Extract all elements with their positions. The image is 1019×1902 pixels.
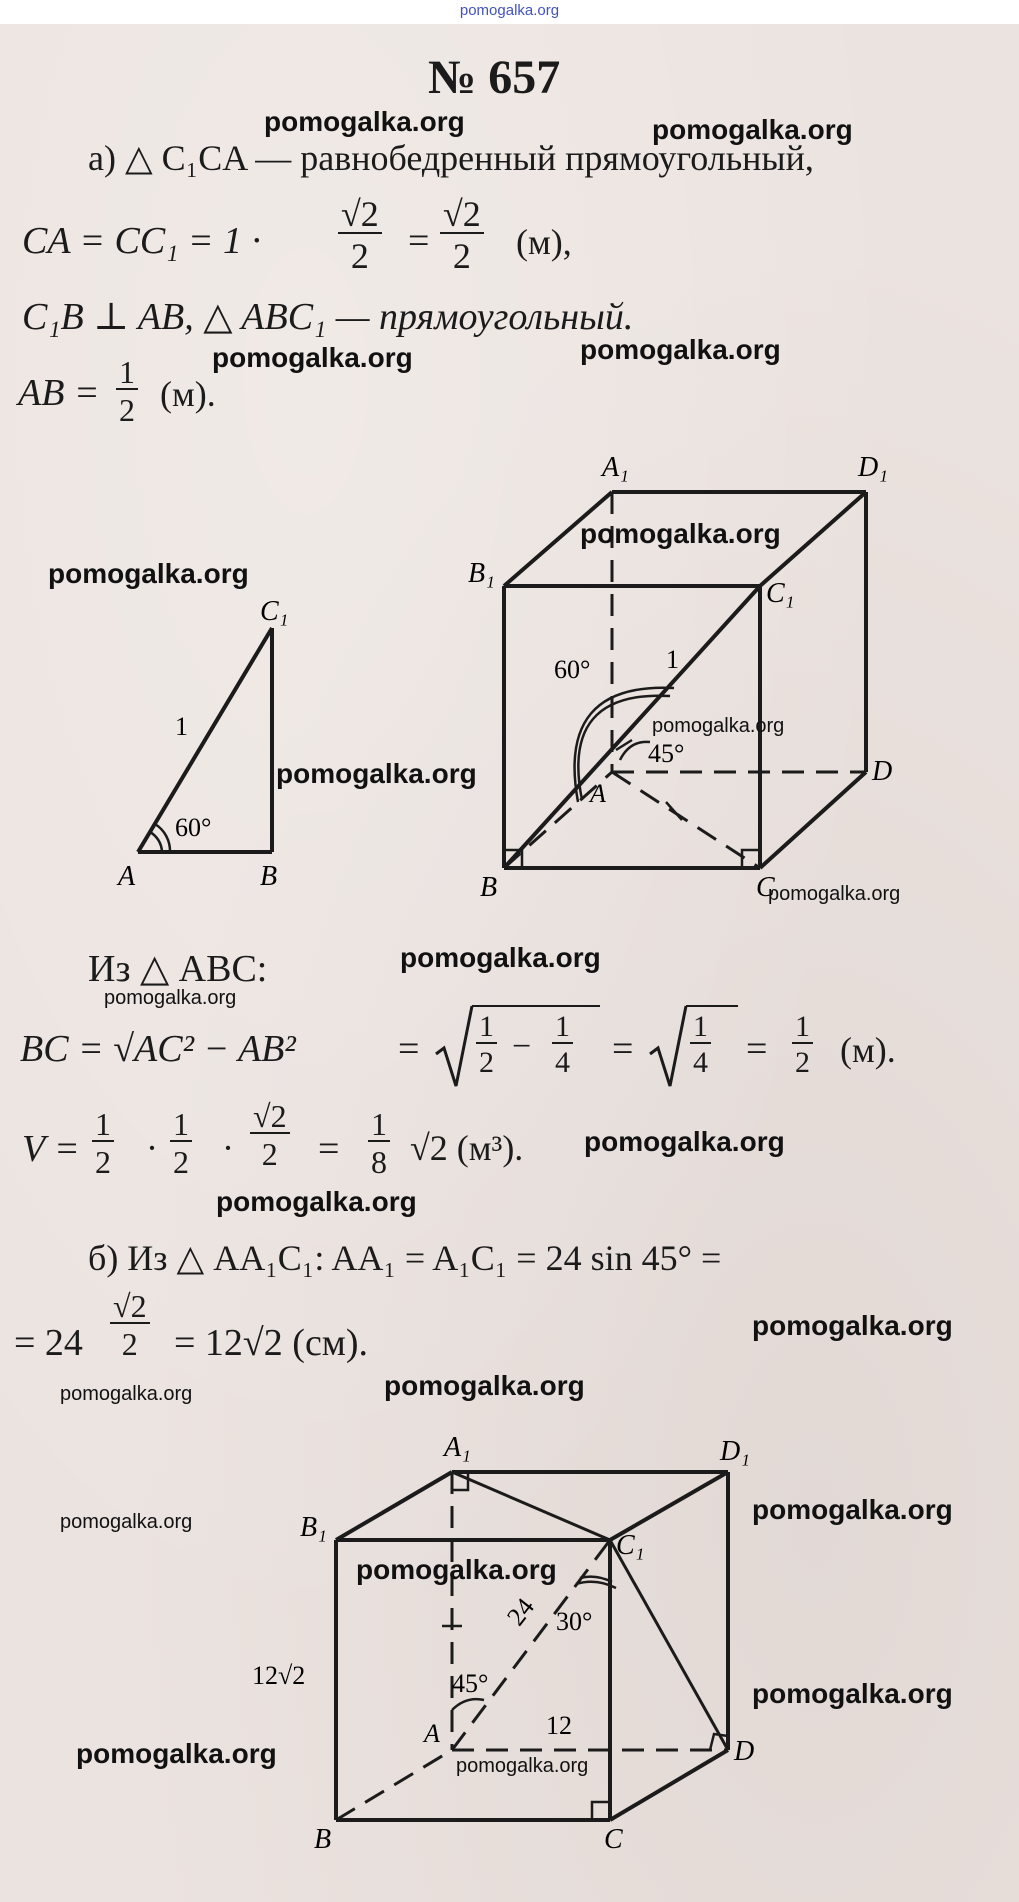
watermark: pomogalka.org [276,758,477,789]
v-unit: √2 (м³). [410,1128,524,1168]
equals-sign-v: = [318,1128,340,1170]
cube-b-label-a1: A₁ [444,1432,471,1463]
cube-b-label-ad: 12 [546,1711,572,1740]
watermark: pomogalka.org [456,1755,589,1777]
cube-b-label-c1: C₁ [616,1530,645,1561]
watermark: pomogalka.org [216,1186,417,1217]
bc-lhs: BC = √AC² − AB² [20,1028,296,1070]
fraction-sqrt2-over-2-b: $\frac{√2}{2}$ [440,196,484,274]
watermark: pomogalka.org [356,1554,557,1585]
equals-sign-bc-3: = [746,1028,768,1070]
watermark: pomogalka.org [264,106,465,137]
cube-b-label-30: 30° [556,1607,593,1636]
triangle-label-c1: C₁ [260,596,289,627]
top-bar [0,0,1019,24]
cube-a-label-b: B [480,872,498,903]
fraction-v-half-1: $\frac{1}{2}$ [92,1108,114,1178]
sqrt-sign-1 [434,1004,474,1088]
cube-b-label-45: 45° [452,1669,489,1698]
part-a-line2-lhs: CA = CC₁ = 1 · [22,220,262,262]
part-a-line1: а) △ C₁CA — равнобедренный прямоугольный, [88,138,814,178]
watermark: pomogalka.org [580,334,781,365]
cube-b-label-c: C [604,1824,623,1855]
dot-2: · [222,1128,234,1168]
equals-sign-bc-2: = [612,1028,634,1070]
v-lhs: V = [22,1128,80,1170]
watermark: pomogalka.org [652,114,853,145]
fraction-one-eighth: $\frac{1}{8}$ [368,1108,390,1178]
fraction-v-sqrt2: $\frac{√2}{2}$ [250,1100,290,1170]
cube-a-label-c1: C₁ [766,578,795,609]
triangle-label-a: A [118,861,136,892]
minus-sign: − [512,1028,532,1065]
sqrt-sign-2 [648,1004,688,1088]
watermark: pomogalka.org [212,342,413,373]
fraction-half-result: $\frac{1}{2}$ [792,1012,813,1078]
triangle-label-b: B [260,861,278,892]
cube-b-label-d: D [734,1736,755,1767]
dot-1: · [146,1128,158,1168]
cube-a-label-a: A [590,779,606,808]
triangle-figure [110,590,290,890]
cube-b-label-d1: D₁ [720,1436,750,1467]
cube-a-label-a1: A₁ [602,452,629,483]
cube-a-label-d1: D₁ [858,452,888,483]
part-b-line1: б) Из △ AA₁C₁: AA₁ = A₁C₁ = 24 sin 45° = [88,1238,722,1278]
cube-a-label-d: D [872,756,893,787]
fraction-one-half-ab: $\frac{1}{2}$ [116,356,138,426]
cube-a-label-c: C [756,872,775,903]
triangle-label-side: 1 [175,712,188,741]
fraction-sqrt2-over-2-a: $\frac{√2}{2}$ [338,196,382,274]
watermark: pomogalka.org [752,1310,953,1341]
fraction-quarter: $\frac{1}{4}$ [690,1012,711,1078]
fraction-b-sqrt2: $\frac{√2}{2}$ [110,1290,150,1360]
cube-b-label-edge: 12√2 [252,1661,306,1690]
watermark: pomogalka.org [60,1511,193,1533]
site-link[interactable]: pomogalka.org [459,2,560,19]
equals-sign-bc-1: = [398,1028,420,1070]
problem-title: № 657 [428,51,561,104]
watermark: pomogalka.org [384,1370,585,1401]
watermark: pomogalka.org [48,558,249,589]
cube-b-label-diag: 24 [501,1592,540,1631]
sqrt-vinculum-2 [686,1005,738,1007]
watermark: pomogalka.org [400,942,601,973]
part-a-line3: C₁B ⊥ AB, △ ABC₁ — прямоугольный. [22,296,634,338]
fraction-half-in-root: $\frac{1}{2}$ [476,1012,497,1078]
watermark: pomogalka.org [584,1126,785,1157]
cube-b-label-a: A [424,1719,440,1748]
watermark: pomogalka.org [752,1678,953,1709]
watermark: pomogalka.org [768,883,901,905]
from-triangle-abc: Из △ ABC: [88,948,268,990]
cube-a-label-b1: B₁ [468,558,495,589]
watermark: pomogalka.org [652,715,785,737]
cube-a-label-45: 45° [648,739,685,768]
watermark: pomogalka.org [580,518,781,549]
part-b-line2-rhs: = 12√2 (см). [174,1322,369,1364]
unit-meters-a: (м), [516,222,572,262]
cube-figure-b [240,1430,800,1870]
part-a-line4-lhs: AB = [18,372,100,414]
watermark: pomogalka.org [60,1383,193,1405]
watermark: pomogalka.org [104,987,237,1009]
cube-b-label-b1: B₁ [300,1512,327,1543]
unit-meters-ab: (м). [160,374,216,414]
watermark: pomogalka.org [76,1738,277,1769]
part-b-line2-lhs: = 24 [14,1322,83,1364]
cube-a-label-diag: 1 [666,645,679,674]
watermark: pomogalka.org [752,1494,953,1525]
equals-sign-a: = [408,220,430,262]
fraction-v-half-2: $\frac{1}{2}$ [170,1108,192,1178]
cube-b-label-b: B [314,1824,332,1855]
triangle-label-angle: 60° [175,813,212,842]
unit-meters-bc: (м). [840,1030,896,1070]
cube-a-label-60: 60° [554,655,591,684]
sqrt-vinculum-1 [472,1005,600,1007]
fraction-quarter-in-root: $\frac{1}{4}$ [552,1012,573,1078]
